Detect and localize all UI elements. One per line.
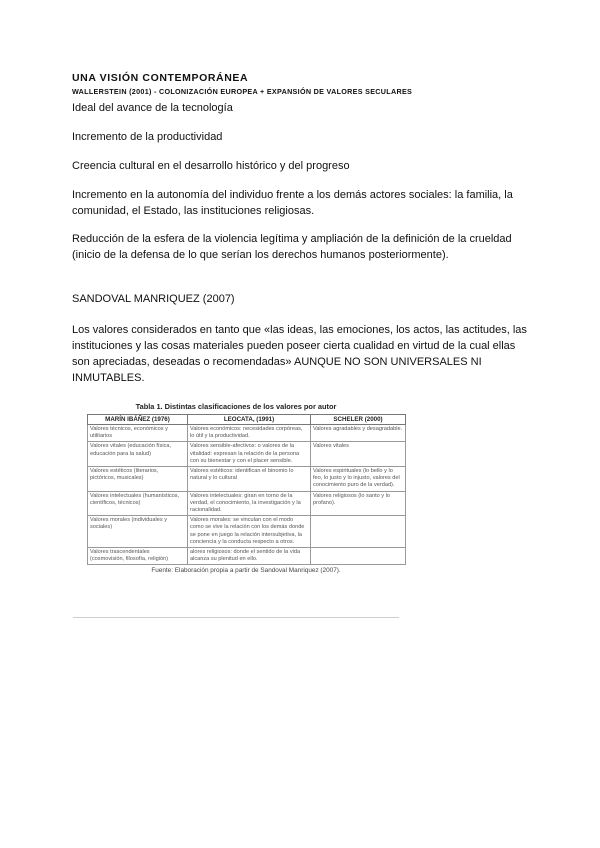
table-cell: Valores morales (individuales y sociales) [88,516,188,548]
table-cell [311,548,406,565]
table-cell: Valores intelectuales: giran en torno de la verdad, el conocimiento, la investigación y la racionalidad. [188,491,311,516]
table-cell: Valores agradables y desagradable. [311,425,406,442]
page-heading: UNA VISIÓN CONTEMPORÁNEA [72,72,249,84]
table-cell: alores religiosos: donde el sentido de la vida alcanza su plenitud en ello. [188,548,311,565]
section-heading-sandoval: SANDOVAL MANRIQUEZ (2007) [72,293,235,305]
values-table [87,414,406,565]
table-cell: Valores estéticos: identifican el binomio lo natural y lo cultural [188,467,311,492]
table-cell: Valores espirituales (lo bello y lo feo, lo justo y lo injusto, valores del conocimiento puro de la verdad). [311,467,406,492]
table-cell: Valores trascendentales (cosmovisión, filosofía, religión) [88,548,188,565]
table-cell: Valores estéticos (literarios, pictóricos, musicales) [88,467,188,492]
table-row [88,442,406,467]
paragraph-autonomy: Incremento en la autonomía del individuo frente a los demás actores sociales: la familia, la comunidad, el Estado, las instituciones religiosas. [72,189,513,217]
table-caption: Tabla 1. Distintas clasificaciones de los valores por autor [135,402,337,411]
table-cell [311,516,406,548]
paragraph-technology: Ideal del avance de la tecnología [72,102,233,114]
paragraph-productivity: Incremento de la productividad [72,131,223,143]
table-row [88,516,406,548]
page-subheading: WALLERSTEIN (2001) - COLONIZACIÓN EUROPEA + EXPANSIÓN DE VALORES SECULARES [72,87,413,96]
table-cell: Valores religiosos (lo santo y lo profano). [311,491,406,516]
table-header: LEOCATA, (1991) [188,415,311,425]
table-cell: Valores vitales (educación física, educación para la salud) [88,442,188,467]
table-cell: Valores morales: se vinculan con el modo como se vive la relación con los demás donde se pone en juego la relación intersubjetiva, la conciencia y la conducta respecto a otros. [188,516,311,548]
table-cell: Valores sensible-afectivos: o valores de la vitalidad: expresan la relación de la persona con su bienestar y con el placer sensible. [188,442,311,467]
paragraph-values-definition: Los valores considerados en tanto que «las ideas, las emociones, los actos, las actitudes, las instituciones y las cosas materiales pueden poseer cierta cualidad en virtud de la cual ellas son apreciadas, deseadas o recomendadas» AUNQUE NO SON UNIVERSALES NI INMUTABLES. [72,324,527,384]
table-header-row [88,415,406,425]
table-row [88,491,406,516]
table-cell: Valores técnicos, económicos y utilitarios [88,425,188,442]
table-source-note: Fuente: Elaboración propia a partir de Sandoval Manriquez (2007). [151,567,341,575]
table-row [88,425,406,442]
table-row [88,548,406,565]
table-cell: Valores económicos: necesidades corpóreas, lo útil y la productividad. [188,425,311,442]
table-cell: Valores vitales [311,442,406,467]
paragraph-progress: Creencia cultural en el desarrollo histórico y del progreso [72,160,350,172]
paragraph-violence: Reducción de la esfera de la violencia legítima y ampliación de la definición de la crueldad (inicio de la defensa de lo que serían los derechos humanos posteriormente). [72,233,512,261]
table-bottom-rule [73,617,399,618]
table-cell: Valores intelectuales (humanísticos, científicos, técnicos) [88,491,188,516]
values-table-figure [73,401,403,617]
table-row [88,467,406,492]
table-header: SCHELER (2000) [311,415,406,425]
table-header: MARÍN IBÁÑEZ (1976) [88,415,188,425]
